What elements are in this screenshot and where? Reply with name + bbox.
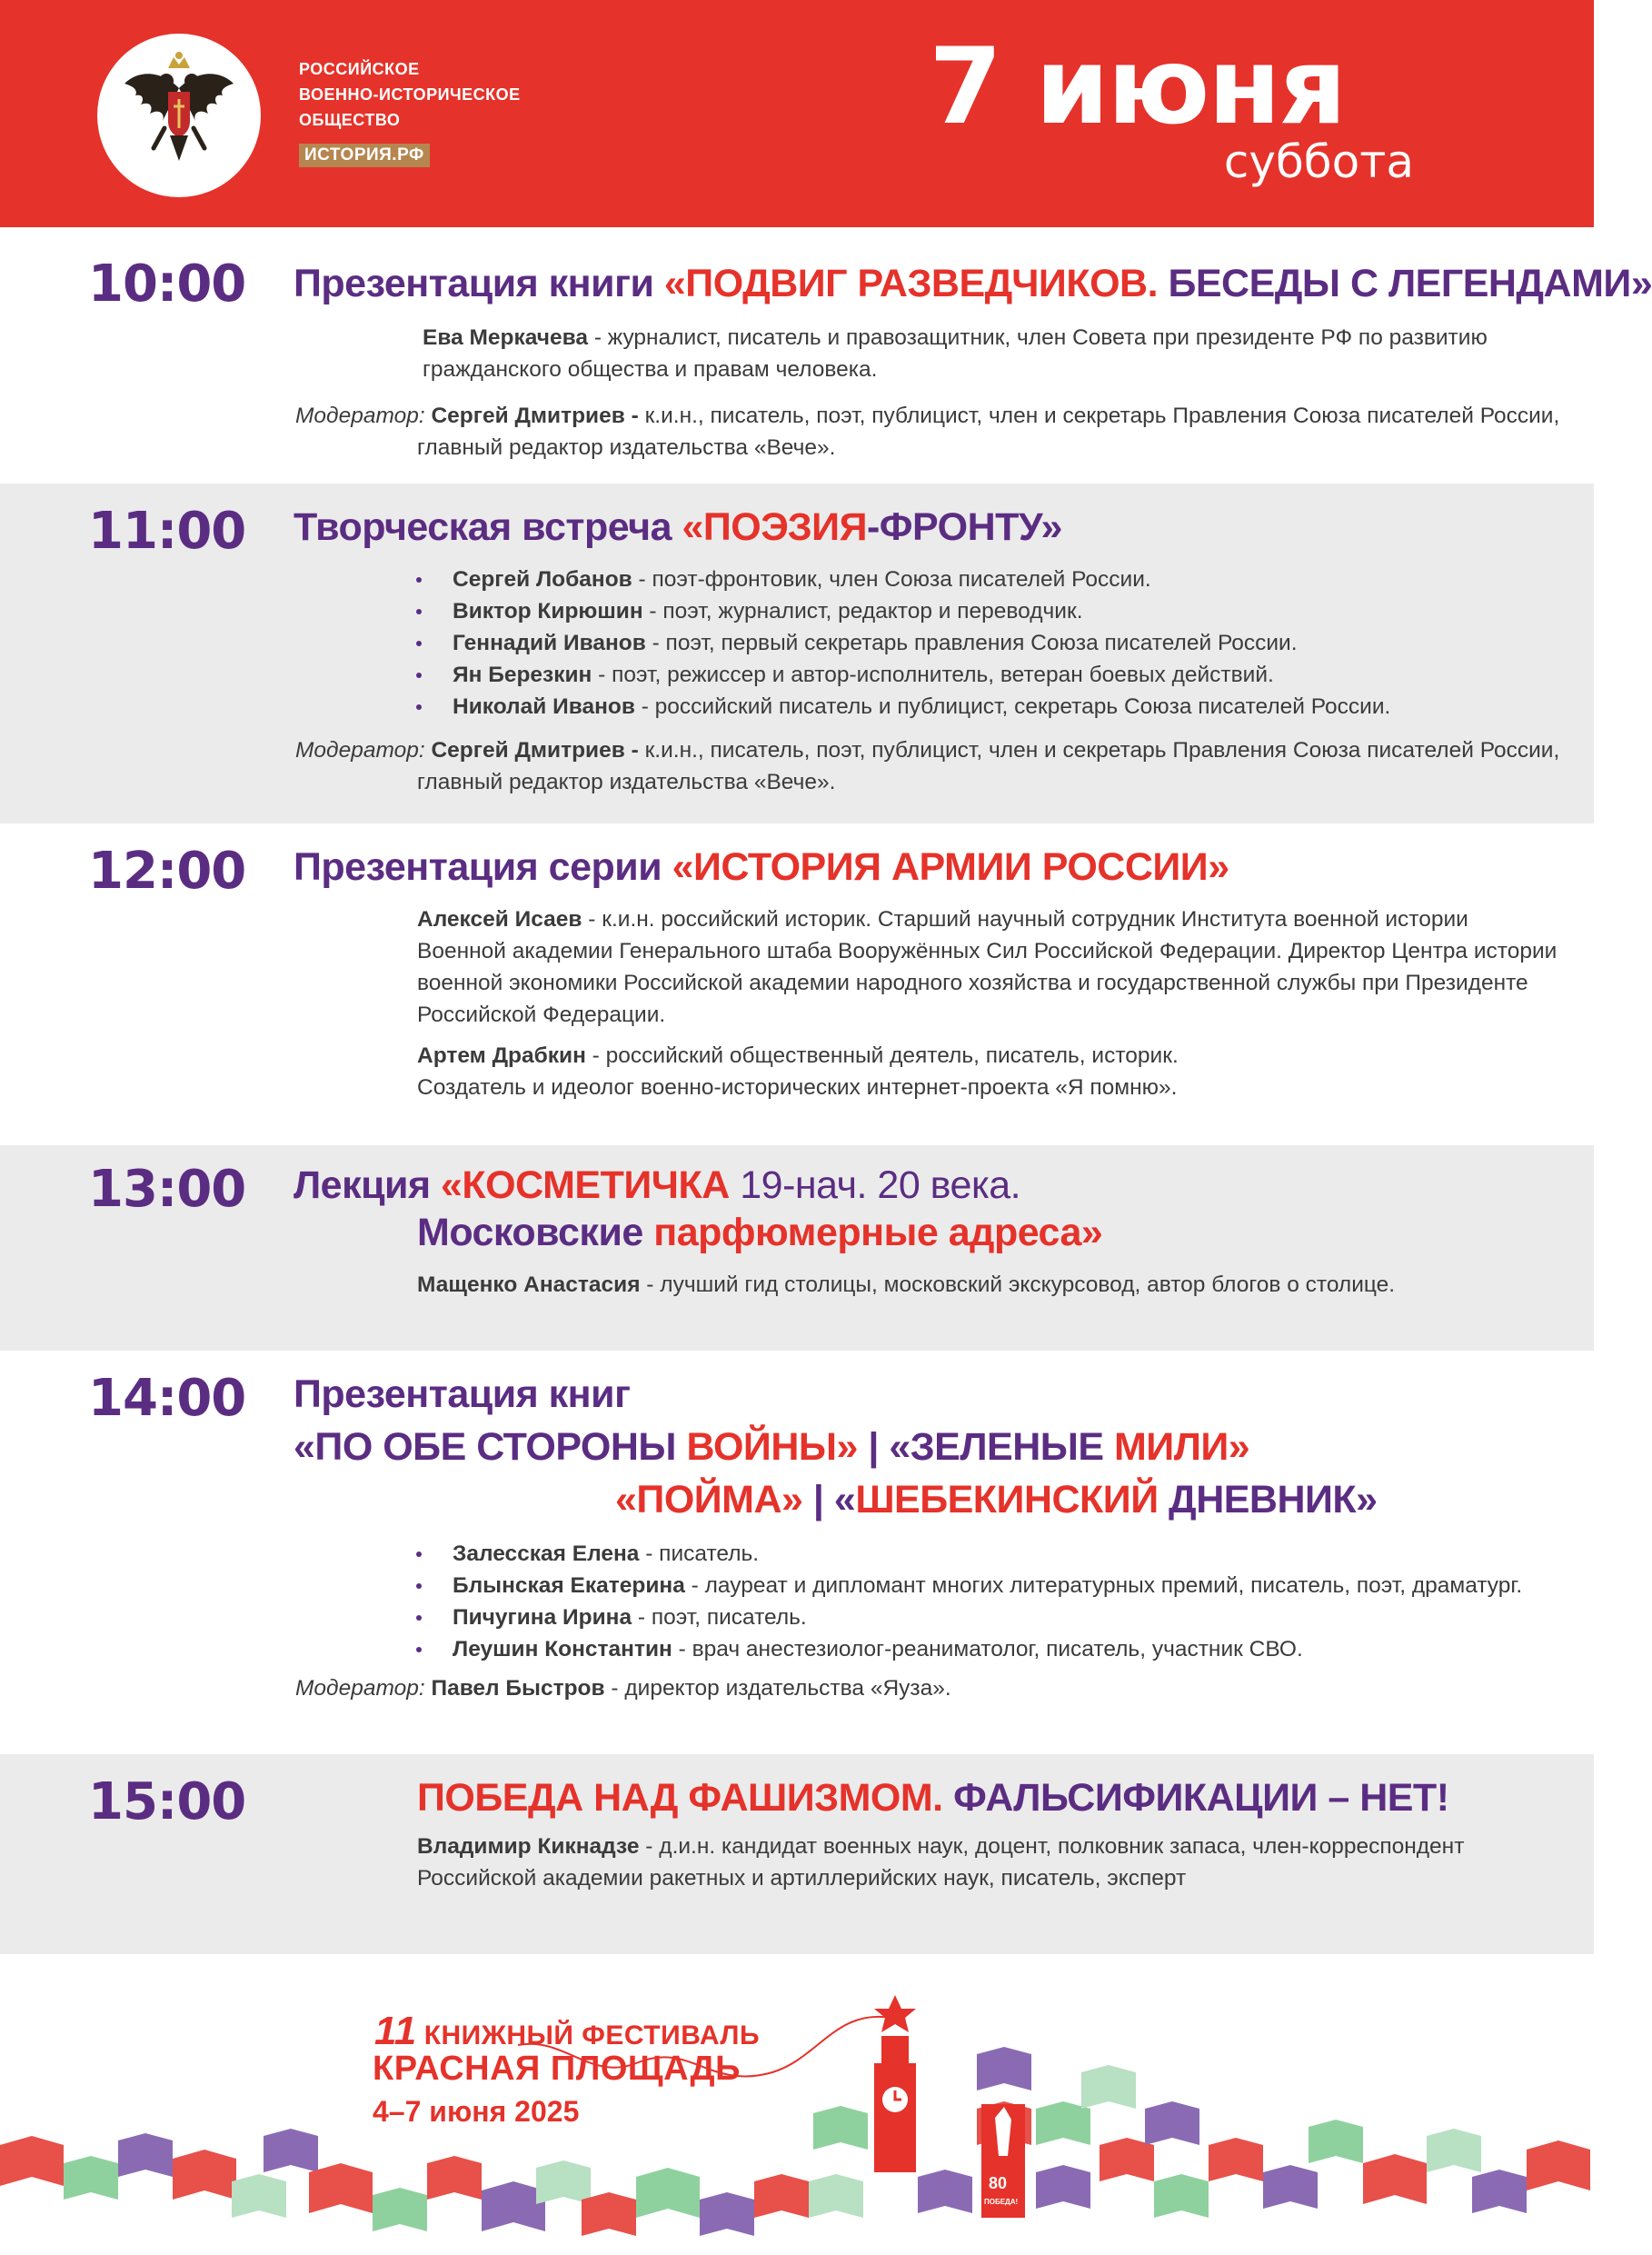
event-title-line2: Московские парфюмерные адреса» <box>417 1211 1103 1254</box>
event-time: 12:00 <box>88 842 246 901</box>
list-item: Виктор Кирюшин - поэт, журналист, редактор и переводчик. <box>416 595 1390 627</box>
event-block-1400 <box>0 1351 1594 1754</box>
moderator-label: Модератор: <box>295 738 425 763</box>
event-title: Презентация серии «ИСТОРИЯ АРМИИ РОССИИ» <box>294 845 1229 889</box>
event-time: 15:00 <box>88 1772 246 1831</box>
event-block-1100 <box>0 484 1594 823</box>
speaker-info: Алексей Исаев - к.и.н. российский историк. Старший научный сотрудник Института военной истории Военной академии Генерального штаба Вооружённых Сил Российской Федерации. Директор Центра истории военной экономики Российской академии народного хозяйства и государственной службы при Президенте Российской Федерации. <box>417 907 1557 1027</box>
list-item: Леушин Константин - врач анестезиолог-реаниматолог, писатель, участник СВО. <box>416 1633 1522 1665</box>
event-block-1200 <box>0 823 1594 1145</box>
event-time: 11:00 <box>88 502 246 561</box>
moderator-info: Модератор: Сергей Дмитриев - к.и.н., писатель, поэт, публицист, член и секретарь Правления Союза писателей России, главный редактор издательства «Вече». <box>295 404 1560 460</box>
participants-list <box>416 564 1390 723</box>
victory-80-badge <box>981 2104 1025 2218</box>
speaker-name: Ева Меркачева <box>423 325 589 350</box>
event-title-line3: «ПОЙМА» | «ШЕБЕКИНСКИЙ ДНЕВНИК» <box>615 1478 1378 1522</box>
event-title: Презентация книги «ПОДВИГ РАЗВЕДЧИКОВ. БЕСЕДЫ С ЛЕГЕНДАМИ» <box>294 262 1652 305</box>
event-time: 13:00 <box>88 1160 246 1219</box>
moderator-name: Сергей Дмитриев - <box>424 404 639 428</box>
org-name <box>299 56 521 133</box>
list-item: Пичугина Ирина - поэт, писатель. <box>416 1601 1522 1633</box>
list-item: Геннадий Иванов - поэт, первый секретарь правления Союза писателей России. <box>416 627 1390 659</box>
org-name-line2: ВОЕННО-ИСТОРИЧЕСКОЕ <box>299 85 521 104</box>
header-banner <box>0 0 1594 227</box>
list-item: Залесская Елена - писатель. <box>416 1538 1522 1570</box>
event-title: ПОБЕДА НАД ФАШИЗМОМ. ФАЛЬСИФИКАЦИИ – НЕТ! <box>417 1776 1449 1820</box>
festival-title-line1: 11 КНИЖНЫЙ ФЕСТИВАЛЬ <box>374 2009 761 2053</box>
speaker-name: Артем Драбкин <box>417 1043 586 1068</box>
festival-title-line2: КРАСНАЯ ПЛОЩАДЬ <box>373 2050 741 2088</box>
org-site-link[interactable]: ИСТОРИЯ.РФ <box>299 144 430 167</box>
speaker-name: Владимир Кикнадзе <box>417 1834 640 1859</box>
org-name-line1: РОССИЙСКОЕ <box>299 60 420 78</box>
festival-footer <box>0 1954 1594 2255</box>
double-headed-eagle-icon <box>97 34 261 197</box>
moderator-info: Модератор: Сергей Дмитриев - к.и.н., писатель, поэт, публицист, член и секретарь Правления Союза писателей России, главный редактор издательства «Вече». <box>295 738 1560 794</box>
moderator-label: Модератор: <box>295 1676 425 1701</box>
event-weekday: суббота <box>1223 135 1414 188</box>
speaker-info: Мащенко Анастасия - лучший гид столицы, московский экскурсовод, автор блогов о столице. <box>417 1272 1396 1297</box>
list-item: Николай Иванов - российский писатель и публицист, секретарь Союза писателей России. <box>416 691 1390 723</box>
moderator-name: Сергей Дмитриев - <box>424 738 639 763</box>
event-block-1300 <box>0 1145 1594 1351</box>
event-title: Лекция «КОСМЕТИЧКА 19-нач. 20 века. <box>294 1163 1021 1207</box>
event-title-line2: «ПО ОБЕ СТОРОНЫ ВОЙНЫ» | «ЗЕЛЕНЫЕ МИЛИ» <box>294 1425 1250 1469</box>
org-name-line3: ОБЩЕСТВО <box>299 111 401 129</box>
book-pattern-decoration <box>0 1954 1594 2255</box>
list-item: Блынская Екатерина - лауреат и дипломант многих литературных премий, писатель, поэт, драматург. <box>416 1570 1522 1601</box>
speaker-name: Мащенко Анастасия <box>417 1272 641 1297</box>
event-block-1000 <box>0 227 1652 484</box>
participants-list <box>416 1538 1522 1665</box>
rvio-emblem-logo <box>97 34 261 197</box>
moderator-name: Павел Быстров <box>424 1676 605 1701</box>
svg-text:ПОБЕДА!: ПОБЕДА! <box>984 2198 1019 2206</box>
event-title: Презентация книг <box>294 1372 631 1416</box>
speaker-name: Алексей Исаев <box>417 907 582 932</box>
festival-dates: 4–7 июня 2025 <box>373 2095 580 2128</box>
festival-number: 11 <box>374 2009 417 2053</box>
speaker-info: Артем Драбкин - российский общественный деятель, писатель, историк. Создатель и идеолог военно-исторических интернет-проекта «Я помню». <box>417 1043 1179 1100</box>
event-date: 7 июня <box>929 25 1345 148</box>
event-time: 14:00 <box>88 1369 246 1428</box>
event-time: 10:00 <box>88 254 246 314</box>
list-item: Ян Березкин - поэт, режиссер и автор-исполнитель, ветеран боевых действий. <box>416 659 1390 691</box>
speaker-info: Владимир Кикнадзе - д.и.н. кандидат военных наук, доцент, полковник запаса, член-корреспондент Российской академии ракетных и артиллерийских наук, писатель, эксперт <box>417 1834 1465 1891</box>
kremlin-tower-icon <box>874 1995 916 2172</box>
speaker-info: Ева Меркачева - журналист, писатель и правозащитник, член Совета при президенте РФ по развитию гражданского общества и правам человека. <box>423 325 1488 382</box>
event-block-1500 <box>0 1754 1594 1954</box>
moderator-label: Модератор: <box>295 404 425 428</box>
moderator-info: Модератор: Павел Быстров - директор издательства «Яуза». <box>295 1676 951 1701</box>
event-title: Творческая встреча «ПОЭЗИЯ-ФРОНТУ» <box>294 505 1062 549</box>
svg-text:80: 80 <box>989 2174 1008 2192</box>
list-item: Сергей Лобанов - поэт-фронтовик, член Союза писателей России. <box>416 564 1390 595</box>
